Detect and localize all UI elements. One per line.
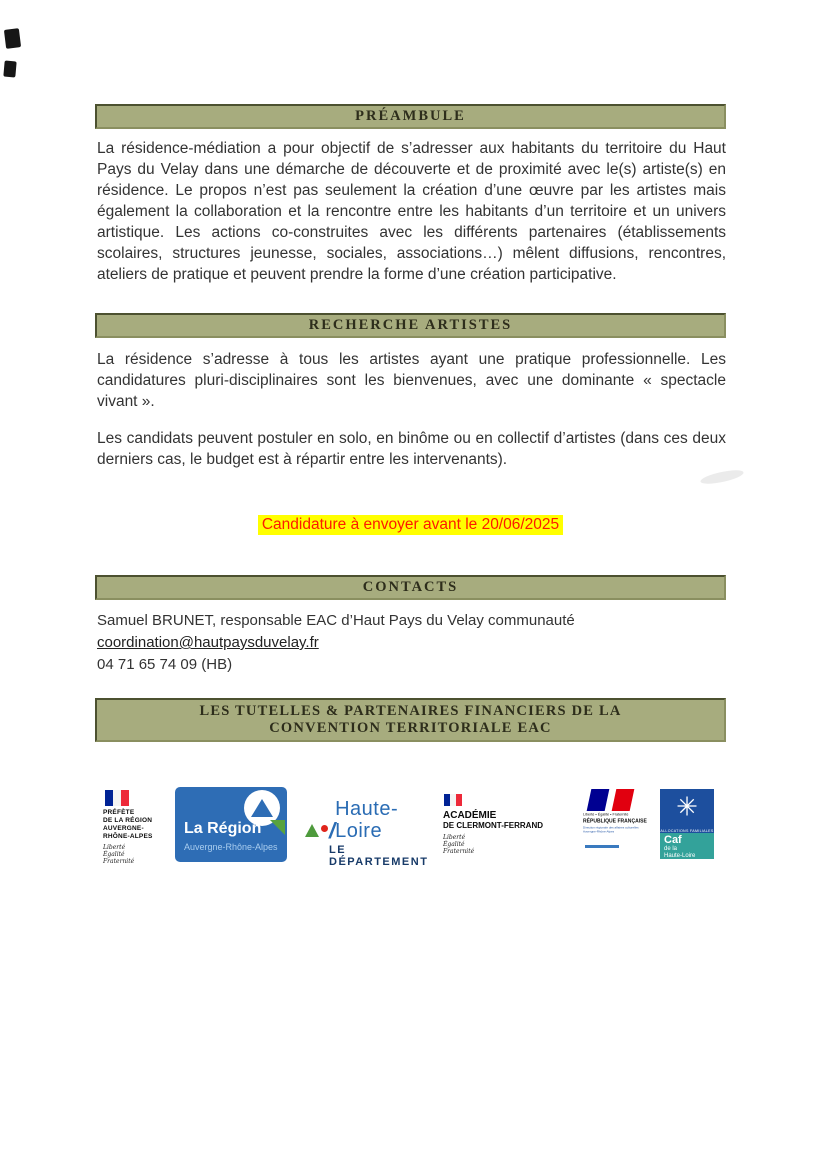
motto-fraternite: Fraternité <box>103 858 135 865</box>
green-triangle-icon <box>270 820 285 835</box>
rf-name: RÉPUBLIQUE FRANÇAISE <box>583 819 647 825</box>
rf-direction-line1: Direction régionale des affaires culturelles <box>583 826 639 830</box>
section-header-contacts: CONTACTS <box>95 575 726 600</box>
motto-egalite: Égalité <box>103 851 125 858</box>
scan-artifact <box>699 468 744 487</box>
motto-liberte: Liberté <box>103 844 126 851</box>
haute-loire-name: Haute-Loire <box>335 798 399 842</box>
logo-region-auvergne-rhone-alpes <box>175 787 287 862</box>
academie-line1: ACADÉMIE <box>443 810 497 821</box>
caf-name-block <box>660 833 714 859</box>
deadline-line <box>95 515 726 535</box>
logo-academie-clermont-ferrand <box>443 794 543 855</box>
prefete-title <box>103 809 169 841</box>
tutelles-title-line1: LES TUTELLES & PARTENAIRES FINANCIERS DE LA <box>199 703 622 719</box>
waving-french-flag-icon <box>587 789 635 811</box>
motto-liberte: Liberté <box>443 834 466 841</box>
section-header-preambule: PRÉAMBULE <box>95 104 726 129</box>
rf-direction-line2: Auvergne-Rhône-Alpes <box>583 830 615 834</box>
region-subname: Auvergne-Rhône-Alpes <box>184 842 278 852</box>
preambule-paragraph: La résidence-médiation a pour objectif de s’adresser aux habitants du territoire du Haut Pays du Velay dans une démarche de découverte et de proximité avec le(s) artiste(s) en résidence. Le propos n’est pas seulement la création d’une œuvre par les artistes mais également la collaboration et la rencontre entre les habitants d’un territoire et un univers artistique. Les actions co-construites avec les différents partenaires (établissements scolaires, structures jeunesse, sociales, associations…) mêlent diffusions, rencontres, ateliers de pratique et peuvent prendre la forme d’une création participative. <box>97 140 726 283</box>
scan-artifact <box>3 61 16 78</box>
motto-fraternite: Fraternité <box>443 848 475 855</box>
caf-emblem <box>660 789 714 833</box>
contact-phone: 04 71 65 74 09 (HB) <box>97 656 233 673</box>
caf-star-icon: ✳ <box>676 791 698 822</box>
french-flag-icon <box>105 790 129 806</box>
logo-haute-loire-departement <box>305 798 445 868</box>
caf-name: Caf <box>664 834 682 846</box>
academie-motto <box>443 834 543 855</box>
haute-loire-subname: LE DÉPARTEMENT <box>329 844 429 868</box>
recherche-paragraph-1: La résidence s’adresse à tous les artistes ayant une pratique professionnelle. Les candidatures pluri-disciplinaires sont les bienvenues, avec une dominante « spectacle vivant ». <box>97 351 726 410</box>
blue-bar-icon <box>585 845 619 848</box>
tutelles-title-line2: CONVENTION TERRITORIALE EAC <box>269 720 552 736</box>
prefete-motto <box>103 844 169 865</box>
deadline-highlight: Candidature à envoyer avant le 20/06/2025 <box>258 515 563 535</box>
slash-mark: / <box>328 818 336 843</box>
rf-direction <box>583 826 658 834</box>
contact-name-line: Samuel BRUNET, responsable EAC d’Haut Pays du Velay communauté <box>97 612 575 629</box>
prefete-line2: DE LA RÉGION <box>103 817 153 824</box>
logo-republique-francaise <box>583 789 647 848</box>
prefete-line3: AUVERGNE- <box>103 825 144 832</box>
caf-sub-line2: Haute-Loire <box>664 852 696 859</box>
scan-artifact <box>4 28 21 49</box>
partner-logos-row <box>95 786 726 870</box>
academie-line2: DE CLERMONT-FERRAND <box>443 821 543 830</box>
caf-sub-line1: de la <box>664 846 678 852</box>
green-triangle-icon <box>305 824 319 837</box>
region-name: La Région <box>184 820 262 837</box>
red-dot-icon <box>321 825 328 832</box>
recherche-paragraph-2: Les candidats peuvent postuler en solo, en binôme ou en collectif d’artistes (dans ces deux derniers cas, le budget est à répartir entre les intervenants). <box>97 430 726 468</box>
logo-caf-haute-loire <box>660 789 714 859</box>
prefete-line4: RHÔNE-ALPES <box>103 833 153 840</box>
contact-email-link[interactable]: coordination@hautpaysduvelay.fr <box>97 634 319 651</box>
section-header-tutelles <box>95 698 726 742</box>
motto-egalite: Égalité <box>443 841 465 848</box>
rf-motto: Liberté • Égalité • Fraternité <box>583 813 629 817</box>
caf-band-text: ALLOCATIONS FAMILIALES <box>660 829 714 833</box>
section-header-recherche-artistes: RECHERCHE ARTISTES <box>95 313 726 338</box>
prefete-line1: PRÉFÈTE <box>103 809 135 816</box>
french-flag-icon <box>444 794 462 806</box>
logo-prefete-region <box>103 790 169 865</box>
